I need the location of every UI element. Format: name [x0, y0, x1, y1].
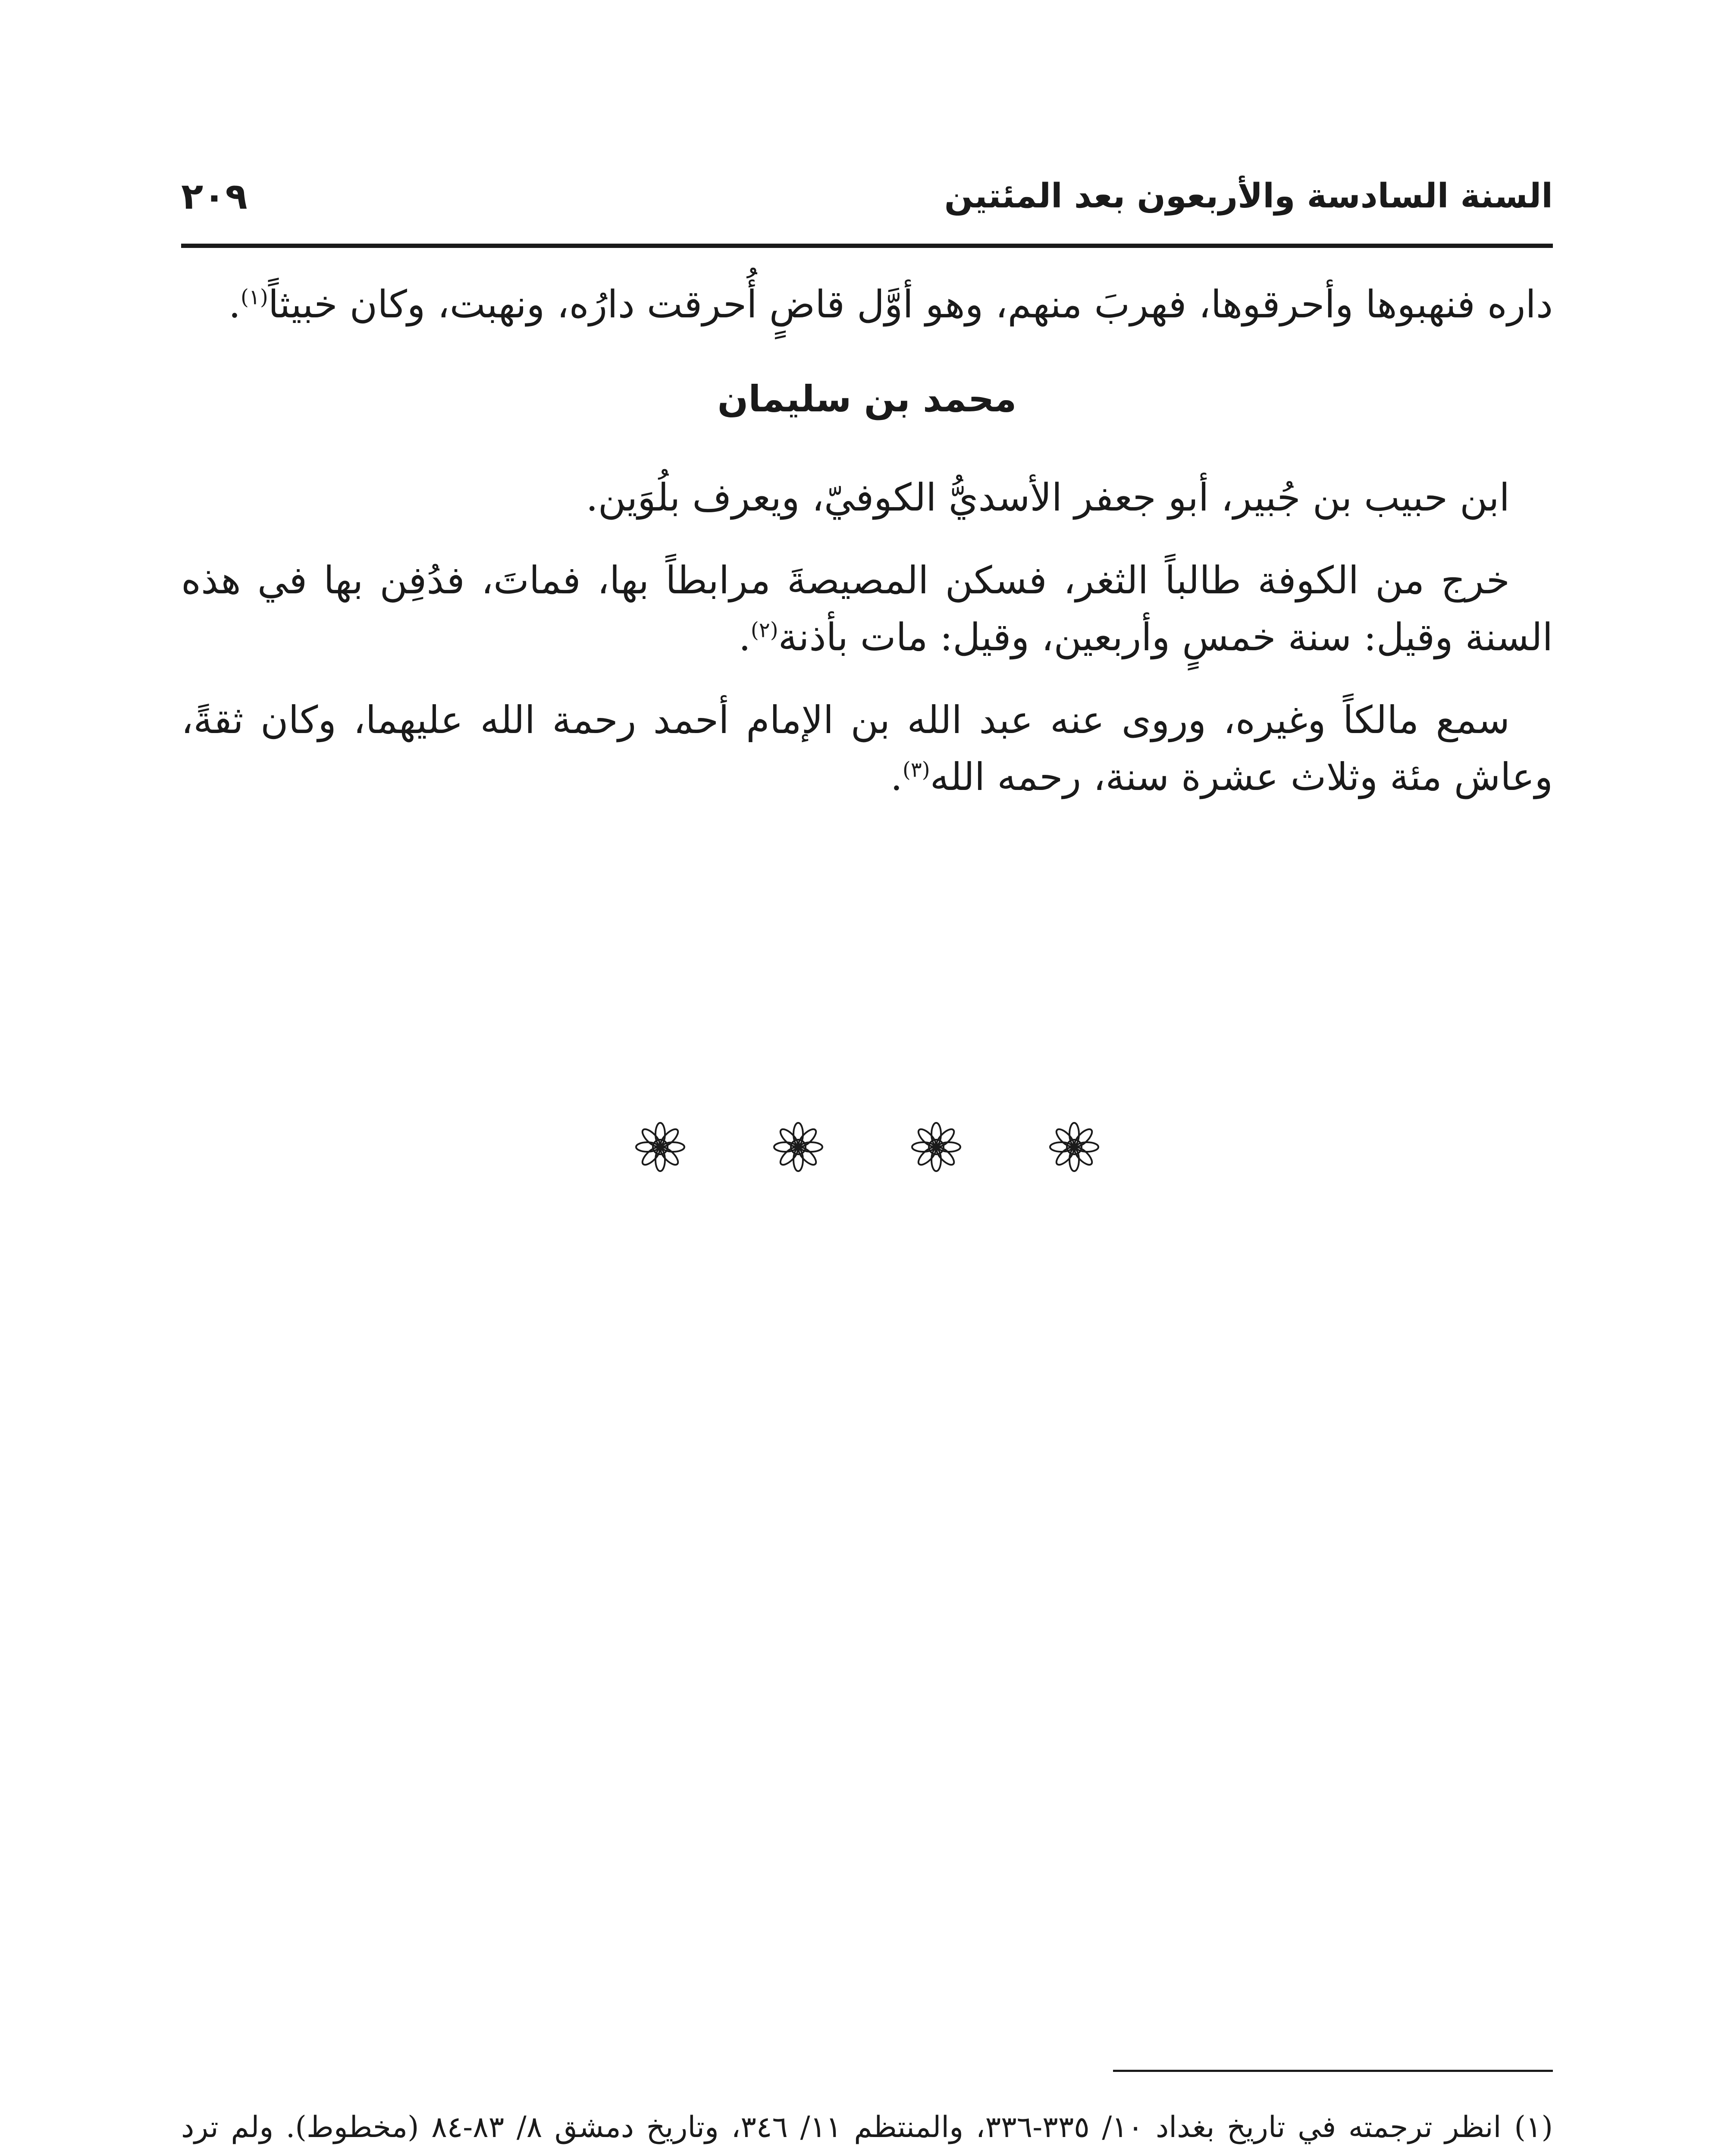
- running-head: [181, 164, 1553, 229]
- footnote-1: [181, 2104, 1553, 2156]
- paragraph-4-end: .: [890, 755, 903, 799]
- footnote-rule: [1113, 2070, 1553, 2072]
- main-text: [181, 276, 1553, 831]
- paragraph-2: ابن حبيب بن جُبير، أبو جعفر الأسديُّ الكوفيّ، ويعرف بلُوَين.: [586, 475, 1510, 520]
- footnote-text: انظر ترجمته في تاريخ بغداد ١٠/ ٣٣٥-٣٣٦، والمنتظم ١١/ ٣٤٦، وتاريخ دمشق ٨/ ٨٣-٨٤ (مخطوط). ولم ترد: [181, 2110, 1502, 2144]
- paragraph-3-text: خرج من الكوفة طالباً الثغر، فسكن المصيصةَ مرابطاً بها، فماتَ، فدُفِن بها في هذه السنة وقيل: سنة خمسٍ وأربعين، وقيل: مات بأذنة: [181, 558, 1553, 659]
- flower-ornament-icon: [634, 1121, 686, 1173]
- header-rule: [181, 244, 1553, 248]
- paragraph-3-end: .: [738, 615, 751, 659]
- paragraph-4-text: سمع مالكاً وغيره، وروى عنه عبد الله بن الإمام أحمد رحمة الله عليهما، وكان ثقةً، وعاش مئة وثلاث عشرة سنة، رحمه الله: [181, 698, 1553, 799]
- page-number: ٢٠٩: [181, 175, 248, 217]
- section-divider-ornaments: [0, 1121, 1734, 1173]
- paragraph-1-text: داره فنهبوها وأحرقوها، فهربَ منهم، وهو أوَّل قاضٍ أُحرقت دارُه، ونهبت، وكان خبيثاً: [268, 282, 1553, 326]
- paragraph-1-end: .: [228, 282, 241, 326]
- header-title: السنة السادسة والأربعون بعد المئتين: [944, 177, 1553, 216]
- flower-ornament-icon: [772, 1121, 824, 1173]
- paragraph-4: [181, 692, 1553, 805]
- paragraph-3: [181, 552, 1553, 666]
- section-heading: محمد بن سليمان: [717, 378, 1017, 420]
- footnote-ref-1: (١): [240, 285, 268, 310]
- flower-ornament-icon: [910, 1121, 962, 1173]
- footnote-ref-2: (٢): [750, 618, 778, 642]
- footnote-number: (١): [1514, 2110, 1553, 2144]
- paragraph-1: [181, 276, 1553, 333]
- footnotes: [181, 2104, 1553, 2156]
- footnote-ref-3: (٣): [902, 758, 930, 782]
- flower-ornament-icon: [1048, 1121, 1100, 1173]
